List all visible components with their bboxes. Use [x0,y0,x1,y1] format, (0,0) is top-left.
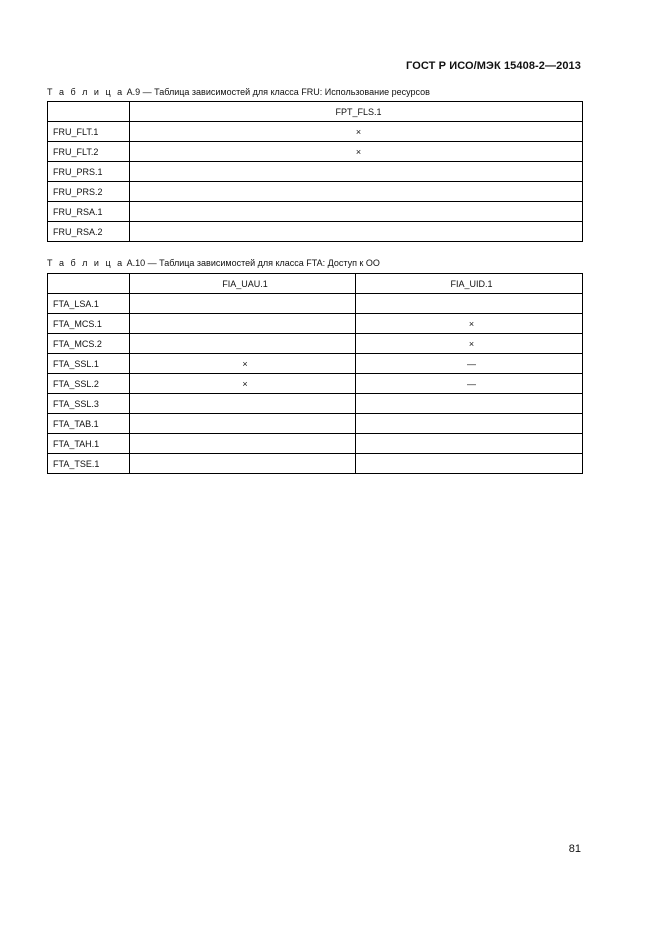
page-number: 81 [568,843,581,855]
table-row [48,414,583,434]
row-header: FTA_LSA.1 [48,294,130,314]
dependency-cell [130,314,356,334]
caption-prefix: Т а б л и ц а [47,87,125,97]
row-header: FTA_SSL.2 [48,374,130,394]
column-header: FIA_UID.1 [356,274,583,294]
dependency-cell: × [356,314,583,334]
caption-prefix: Т а б л и ц а [47,258,125,268]
dependency-cell [356,454,583,474]
dependency-cell: × [356,334,583,354]
column-header: FPT_FLS.1 [130,102,583,122]
dependency-cell: × [130,122,583,142]
table-row [48,142,583,162]
row-header: FTA_TAH.1 [48,434,130,454]
row-header: FTA_MCS.2 [48,334,130,354]
row-header: FRU_FLT.2 [48,142,130,162]
dependency-cell [130,454,356,474]
row-header: FTA_SSL.3 [48,394,130,414]
row-header: FTA_MCS.1 [48,314,130,334]
dependency-cell: — [356,354,583,374]
row-header: FRU_PRS.1 [48,162,130,182]
table-header-row [48,102,583,122]
dependency-cell: × [130,142,583,162]
dependency-cell: × [130,354,356,374]
row-header: FTA_TSE.1 [48,454,130,474]
table-row [48,122,583,142]
dependency-cell [356,414,583,434]
table-row [48,394,583,414]
dependency-cell [130,294,356,314]
table-row [48,182,583,202]
corner-cell [48,274,130,294]
dependency-cell [130,202,583,222]
dependency-cell [356,434,583,454]
dependency-cell [130,182,583,202]
row-header: FRU_RSA.2 [48,222,130,242]
table-row [48,454,583,474]
dependency-cell [356,294,583,314]
table-a10-caption [47,258,380,268]
dependency-cell [130,162,583,182]
dependency-cell [130,334,356,354]
table-row [48,202,583,222]
dependency-cell: × [130,374,356,394]
caption-text: А.9 — Таблица зависимостей для класса FRU: Использование ресурсов [124,87,430,97]
dependency-cell [356,394,583,414]
table-a9 [47,101,583,242]
table-row [48,354,583,374]
table-header-row [48,274,583,294]
table-a10 [47,273,583,474]
table-row [48,162,583,182]
document-id: ГОСТ Р ИСО/МЭК 15408-2—2013 [406,60,581,72]
table-row [48,294,583,314]
dependency-cell [130,434,356,454]
dependency-cell [130,414,356,434]
corner-cell [48,102,130,122]
table-row [48,434,583,454]
table-a9-caption [47,87,430,97]
caption-text: А.10 — Таблица зависимостей для класса FTA: Доступ к ОО [124,258,380,268]
row-header: FRU_FLT.1 [48,122,130,142]
table-row [48,314,583,334]
column-header: FIA_UAU.1 [130,274,356,294]
row-header: FRU_PRS.2 [48,182,130,202]
row-header: FTA_TAB.1 [48,414,130,434]
row-header: FRU_RSA.1 [48,202,130,222]
row-header: FTA_SSL.1 [48,354,130,374]
dependency-cell [130,394,356,414]
table-row [48,334,583,354]
table-row [48,374,583,394]
dependency-cell: — [356,374,583,394]
table-row [48,222,583,242]
dependency-cell [130,222,583,242]
